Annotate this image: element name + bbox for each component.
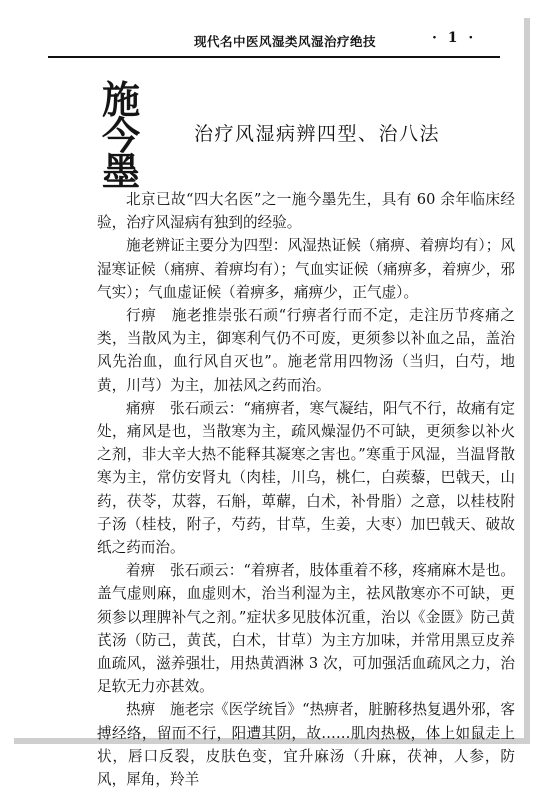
seal-char-1: 施 bbox=[101, 77, 140, 122]
header-rule bbox=[48, 56, 500, 58]
book-title: 现代名中医风湿类风湿治疗绝技 bbox=[194, 34, 377, 49]
paragraph-re-bi: 热痹 施老宗《医学统旨》“热痹者，脏腑移热复遇外邪，客搏经络，留而不行，阳遭其阴，故……肌肉热极，体上如鼠走上状，唇口反裂，皮肤色变，宜升麻汤（升麻，茯神，人参，防风，犀角，羚羊 bbox=[97, 701, 515, 789]
paragraph-intro: 北京已故“四大名医”之一施今墨先生，具有 60 余年临床经验，治疗风湿病有独到的经验。 bbox=[97, 191, 515, 232]
paragraph-zhuo-bi: 着痹 张石顽云：“着痹者，肢体重着不移，疼痛麻木是也。盖气虚则麻，血虚则木，治当利湿为主，祛风散寒亦不可缺，更须参以理脾补气之剂。”症状多见肢体沉重，治以《金匮》防己黄芪汤（防己，黄芪，白术，甘草）为主方加味，并常用黑豆皮养血疏风，滋养强壮，用热黄酒淋 3 次，可加强活血疏风之力，治足软无力亦甚效。 bbox=[97, 562, 515, 696]
paragraph-xing-bi: 行痹 施老推崇张石顽“行痹者行而不定，走注历节疼痛之类，当散风为主，御寒利气仍不可废，更须参以补血之品，盖治风先治血，血行风自灭也”。施老常用四物汤（当归，白芍，地黄，川芎）为主，加祛风之药而治。 bbox=[97, 307, 515, 394]
body-text bbox=[97, 188, 515, 791]
book-page bbox=[8, 12, 524, 789]
page-number: · 1 · bbox=[432, 30, 477, 46]
seal-char-2: 今 bbox=[101, 113, 140, 158]
calligraphy-name-seal bbox=[90, 77, 152, 194]
paragraph-tong-bi: 痛痹 张石顽云：“痛痹者，寒气凝结，阳气不行，故痛有定处，痛风是也，当散寒为主，疏风燥湿仍不可缺，更须参以补火之剂，非大辛大热不能释其凝寒之害也。”寒重于风湿，当温肾散寒为主，常仿安肾丸（肉桂，川乌，桃仁，白蒺藜，巴戟天，山药，茯苓，苁蓉，石斛，萆薢，白术，补骨脂）之意，以桂枝附子汤（桂枝，附子，芍药，甘草，生姜，大枣）加巴戟天、破故纸之药而治。 bbox=[97, 399, 515, 557]
running-header bbox=[8, 12, 524, 52]
seal-char-3: 墨 bbox=[101, 149, 140, 194]
section-title: 治疗风湿病辨四型、治八法 bbox=[194, 123, 441, 145]
paragraph-four-types: 施老辨证主要分为四型：风湿热证候（痛痹、着痹均有）；风湿寒证候（痛痹、着痹均有）；气血实证候（痛痹多，着痹少，邪气实）；气血虚证候（着痹多，痛痹少，正气虚）。 bbox=[97, 237, 515, 301]
